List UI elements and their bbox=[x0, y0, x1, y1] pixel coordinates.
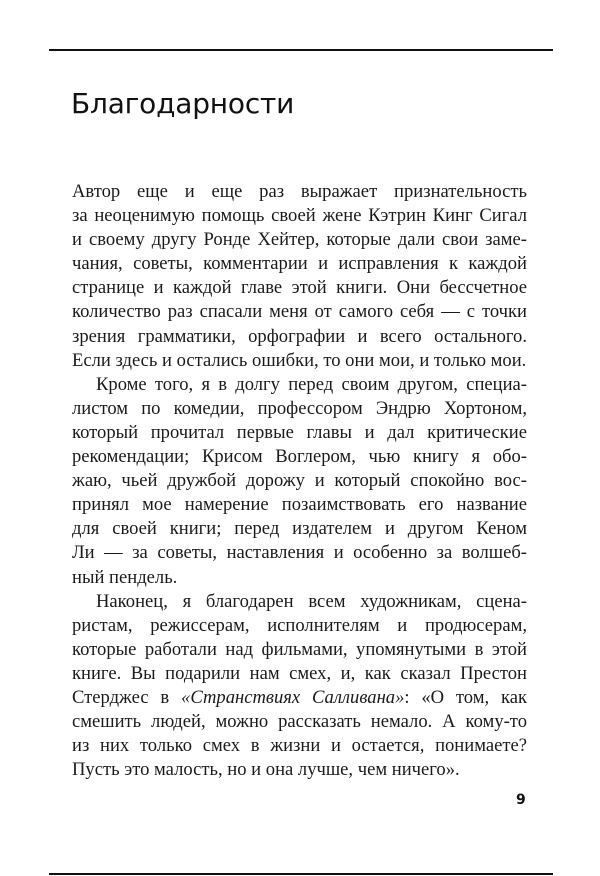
text-line: Если здесь и остались ошибки, то они мои, и только мои. bbox=[72, 349, 527, 371]
text-line: зрения грамматики, орфографии и всего остального. bbox=[72, 325, 527, 347]
bottom-rule bbox=[49, 873, 553, 875]
text-line: листом по комедии, профессором Эндрю Хортоном, bbox=[72, 397, 527, 419]
text-line: рекомендации; Крисом Воглером, чью книгу я обо- bbox=[72, 446, 527, 468]
text-line: из них только смех в жизни и остается, понимаете? bbox=[72, 735, 527, 757]
paragraph bbox=[72, 590, 527, 783]
body-text bbox=[72, 180, 527, 782]
text-line: смешить людей, можно рассказать немало. А кому-то bbox=[72, 711, 527, 733]
text-line: жаю, чьей дружбой дорожу и который спокойно вос- bbox=[72, 470, 527, 492]
film-title: «Странствиях Салливана» bbox=[181, 686, 405, 708]
text-line: который прочитал первые главы и дал критические bbox=[72, 421, 527, 443]
text-line: количество раз спасали меня от самого себя — с точки bbox=[72, 301, 527, 323]
text-line: для своей книги; перед издателем и другом Кеном bbox=[72, 518, 527, 540]
top-rule bbox=[49, 49, 553, 51]
text-line: ный пендель. bbox=[72, 566, 178, 588]
paragraph bbox=[72, 373, 527, 590]
text-line: Ли — за советы, наставления и особенно за волшеб- bbox=[72, 542, 527, 564]
text-line-with-italic-title bbox=[72, 686, 527, 710]
text-line: за неоценимую помощь своей жене Кэтрин Кинг Сигал bbox=[72, 205, 527, 227]
text-line: Пусть это малость, но и она лучше, чем ничего». bbox=[72, 759, 460, 781]
text-line: ристам, режиссерам, исполнителям и продюсерам, bbox=[72, 614, 527, 636]
text-line: и своему другу Ронде Хейтер, которые дали свои заме- bbox=[72, 229, 527, 251]
text-line: Автор еще и еще раз выражает признательность bbox=[72, 181, 527, 202]
text-line: принял мое намерение позаимствовать его название bbox=[72, 494, 527, 516]
text-line: которые работали над фильмами, упомянутыми в этой bbox=[72, 638, 527, 660]
text-fragment: : «О том, как bbox=[404, 686, 527, 708]
paragraph bbox=[72, 180, 527, 373]
text-line: чания, советы, комментарии и исправления к каждой bbox=[72, 253, 527, 275]
text-line: Кроме того, я в долгу перед своим другом, специа- bbox=[96, 373, 527, 395]
text-fragment: Стерджес в bbox=[72, 686, 182, 708]
page-number: 9 bbox=[516, 792, 526, 808]
chapter-title: Благодарности bbox=[71, 87, 295, 120]
text-line: странице и каждой главе этой книги. Они бессчетное bbox=[72, 277, 527, 299]
text-line: Наконец, я благодарен всем художникам, сцена- bbox=[96, 590, 527, 612]
text-line: книге. Вы подарили нам смех, и, как сказал Престон bbox=[72, 662, 527, 684]
